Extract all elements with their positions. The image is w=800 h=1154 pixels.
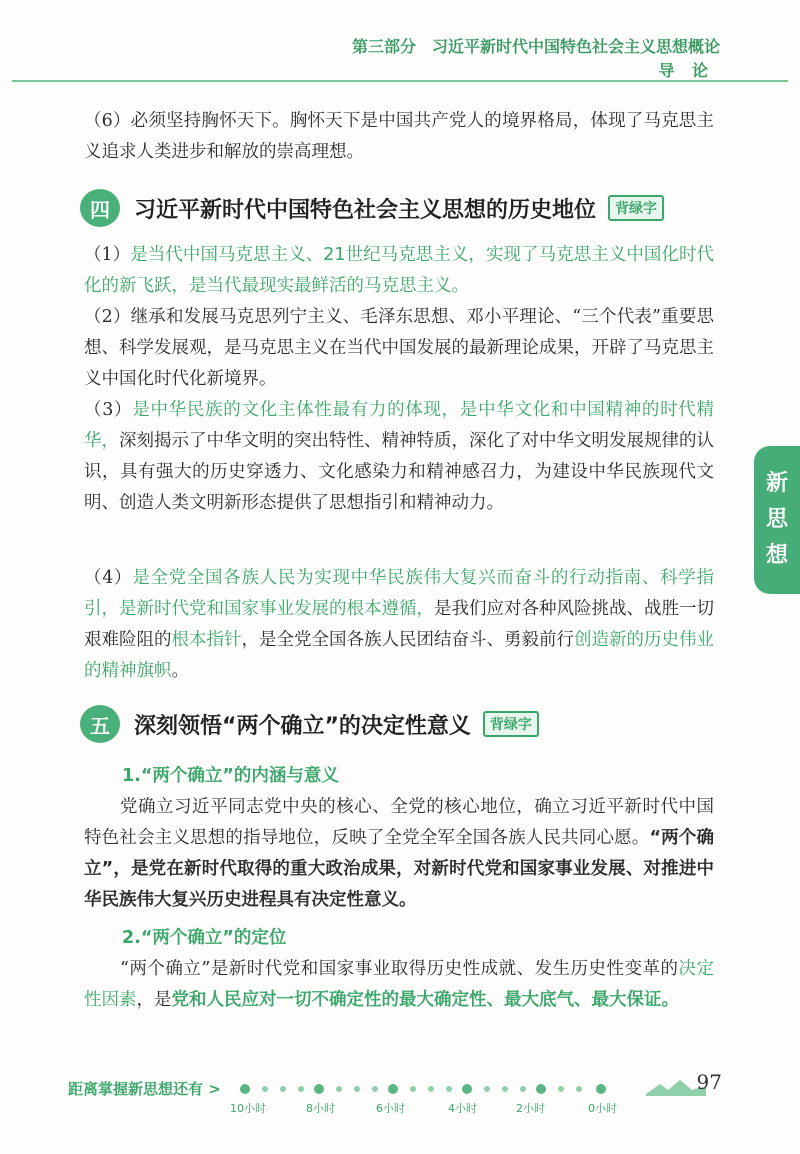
side-tab-new-thought [754,446,800,594]
bold-text: “两个确立”，是党在新时代取得的重大政治成果，对新时代党和国家事业发展、对推进中华民族伟大复兴历史进程具有决定性意义。 [84,828,714,910]
body-text: 是我们应对各种风险挑战、战胜一切艰难险阻的 [84,599,714,650]
s4-paragraph-2: （2）继承和发展马克思列宁主义、毛泽东思想、邓小平理论、“三个代表”重要思想、科学发展观，是马克思主义在当代中国发展的最新理论成果，开辟了马克思主义中国化时代化新境界。 [84,307,714,389]
progress-marker [462,1084,472,1094]
memorize-tag: 背绿字 [608,195,664,221]
body-text: “两个确立”是新时代党和国家事业取得历史性成就、发生历史性变革的 [120,959,679,979]
highlight-text: 党和人民应对一切不确定性的最大确定性、最大底气、最大保证。 [171,990,679,1010]
section-title: 习近平新时代中国特色社会主义思想的历史地位 [134,197,597,223]
progress-dot [336,1086,342,1092]
header-chapter: 导 论 [658,61,714,80]
progress-dot [520,1086,526,1092]
section-4-heading [80,188,664,228]
progress-dot [484,1086,490,1092]
progress-marker [388,1084,398,1094]
section-5-heading [80,704,539,744]
progress-marker [240,1084,250,1094]
body-text: ，是 [136,990,172,1010]
s4-paragraph-4 [84,563,714,687]
s5-paragraph-1 [84,792,714,916]
body-text: 深刻揭示了中华文明的突出特性、精神特质，深化了对中华文明发展规律的认识，具有强大的历史穿透力、文化感染力和精神感召力，为建设中华民族现代文明、创造人类文明新形态提供了思想指引和精神动力。 [84,431,714,513]
side-tab-char: 想 [765,543,788,568]
body-text: 。 [171,661,189,681]
header-part-title: 第三部分 习近平新时代中国特色社会主义思想概论 [351,37,720,56]
section-number-badge: 五 [80,705,120,743]
body-text: ，是全党全国各族人民团结奋斗、勇毅前行 [241,630,574,650]
highlight-text: 是全党全国各族人民为实现中华民族伟大复兴而奋斗的行动指南、科学指引，是新时代党和国家事业发展的根本遵循， [84,568,715,619]
progress-track [240,1086,620,1090]
subheading-2: 2.“两个确立”的定位 [122,928,287,948]
section-number-badge: 四 [80,189,120,227]
running-header [0,0,800,84]
progress-dot [298,1086,304,1092]
page-number: 97 [696,1070,722,1094]
paragraph-6: （6）必须坚持胸怀天下。胸怀天下是中国共产党人的境界格局，体现了马克思主义追求人类进步和解放的崇高理想。 [84,111,714,162]
hours-label: 4小时 [448,1102,477,1115]
hours-label: 0小时 [588,1102,617,1115]
progress-dot [502,1086,508,1092]
highlight-text: 根本指针 [171,630,242,650]
body-text: 党确立习近平同志党中央的核心、全党的核心地位，确立习近平新时代中国特色社会主义思想的指导地位，反映了全党全军全国各族人民共同心愿。 [84,797,714,848]
subheading-1: 1.“两个确立”的内涵与意义 [122,766,339,786]
s4-paragraph-3 [84,395,714,519]
progress-label: 距离掌握新思想还有 > [68,1080,221,1098]
hours-label: 2小时 [516,1102,545,1115]
s4-paragraph-1 [84,240,714,302]
highlight-text: 决定性因素 [84,959,714,1010]
item-number: （3） [84,400,133,420]
progress-dot [262,1086,268,1092]
progress-dot [410,1086,416,1092]
item-number: （1） [84,245,131,265]
progress-dot [280,1086,286,1092]
progress-marker [314,1084,324,1094]
progress-dot [558,1086,564,1092]
progress-footer [0,1062,800,1122]
progress-marker [536,1084,546,1094]
progress-dot [372,1086,378,1092]
s5-paragraph-2 [84,954,714,1016]
side-tab-char: 新 [765,471,788,496]
item-number: （4） [84,568,133,588]
hours-label: 8小时 [306,1102,335,1115]
progress-dot [354,1086,360,1092]
highlight-text: 是中华民族的文化主体性最有力的体现，是中华文化和中国精神的时代精华， [84,400,715,451]
highlight-text: 是当代中国马克思主义、21世纪马克思主义，实现了马克思主义中国化时代化的新飞跃，是当代最现实最鲜活的马克思主义。 [84,245,715,296]
hours-label: 6小时 [376,1102,405,1115]
hours-label: 10小时 [230,1102,266,1115]
memorize-tag: 背绿字 [483,711,539,737]
progress-dot [446,1086,452,1092]
progress-dot [576,1086,582,1092]
header-divider [12,80,788,82]
progress-marker [596,1084,606,1094]
highlight-text: 创造新的历史伟业的精神旗帜 [84,630,714,681]
side-tab-char: 思 [765,507,788,532]
section-title: 深刻领悟“两个确立”的决定性意义 [134,713,471,739]
progress-dot [428,1086,434,1092]
